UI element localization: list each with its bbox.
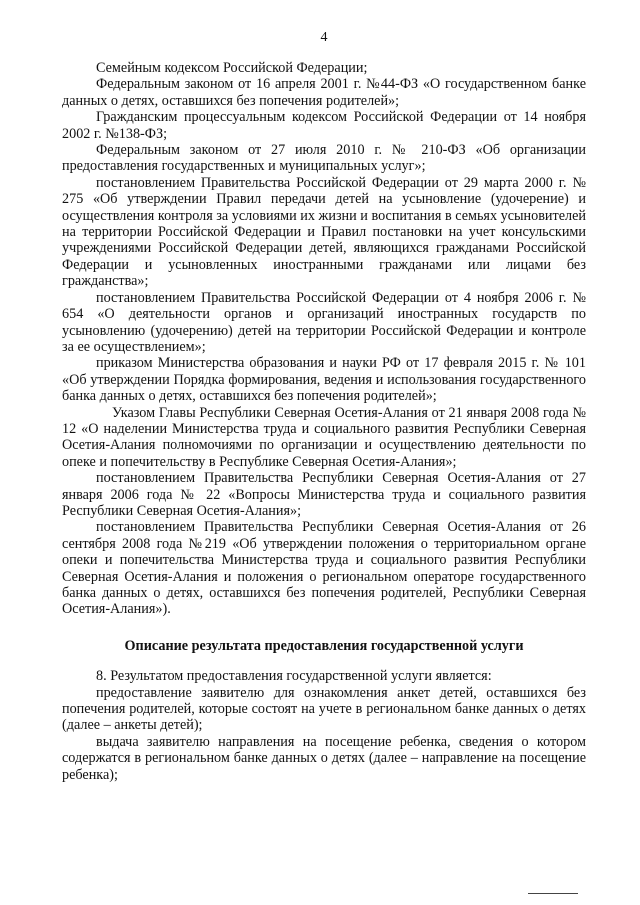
paragraph: приказом Министерства образования и науки РФ от 17 февраля 2015 г. № 101 «Об утверждении Порядка формирования, ведения и использования государственного банка данных о детях, оставшихся без попечения родителей»; [62, 355, 586, 405]
paragraph: Федеральным законом от 27 июля 2010 г. № 210-ФЗ «Об организации предоставления государственных и муниципальных услуг»; [62, 142, 586, 175]
paragraph: постановлением Правительства Республики Северная Осетия-Алания от 27 января 2006 года № 22 «Вопросы Министерства труда и социального развития Республики Северная Осетия-Алания»; [62, 470, 586, 519]
paragraph: постановлением Правительства Российской Федерации от 4 ноября 2006 г. № 654 «О деятельности органов и организаций иностранных государств по усыновлению (удочерению) детей на территории Российской Федерации и контроле за ее осуществлением»; [62, 289, 586, 355]
document-page [62, 30, 586, 783]
paragraph: Федеральным законом от 16 апреля 2001 г. №44-ФЗ «О государственном банке данных о детях, оставшихся без попечения родителей»; [62, 76, 586, 109]
legal-basis-list [62, 60, 586, 618]
page-number: 4 [320, 30, 328, 45]
section-heading: Описание результата предоставления государственной услуги [124, 637, 524, 654]
paragraph: постановлением Правительства Российской Федерации от 29 марта 2000 г. № 275 «Об утверждении Правил передачи детей на усыновление (удочерение) и осуществления контроля за условиями их жизни и воспитания в семьях усыновителей на территории Российской Федерации и Правил постановки на учет консульскими учреждениями Российской Федерации детей, являющихся гражданами Российской Федерации и усыновленных иностранными гражданами или лицами без гражданства»; [62, 174, 586, 290]
paragraph: Семейным кодексом Российской Федерации; [96, 60, 368, 76]
paragraph: выдача заявителю направления на посещение ребенка, сведения о котором содержатся в региональном банке данных о детях (далее – направление на посещение ребенка); [62, 733, 586, 783]
paragraph: Гражданским процессуальным кодексом Российской Федерации от 14 ноября 2002 г. №138-ФЗ; [62, 109, 586, 142]
paragraph: Указом Главы Республики Северная Осетия-Алания от 21 января 2008 года № 12 «О наделении Министерства труда и социального развития Республики Северная Осетия-Алания полномочиями по организации и осуществлению деятельности по опеке и попечительству в Республике Северная Осетия-Алания»; [62, 404, 586, 470]
footer-line [528, 893, 578, 894]
result-list [62, 668, 586, 783]
paragraph: предоставление заявителю для ознакомления анкет детей, оставшихся без попечения родителей, которые состоят на учете в региональном банке данных о детях (далее – анкеты детей); [62, 684, 586, 734]
paragraph: постановлением Правительства Республики Северная Осетия-Алания от 26 сентября 2008 года №219 «Об утверждении положения о территориальном органе опеки и попечительства Министерства труда и социального развития Республики Северная Осетия-Алания и положения о региональном операторе государственного банка данных о детях, оставшихся без попечения родителей, Республики Северная Осетия-Алания»). [62, 519, 586, 618]
paragraph: 8. Результатом предоставления государственной услуги является: [96, 668, 492, 685]
